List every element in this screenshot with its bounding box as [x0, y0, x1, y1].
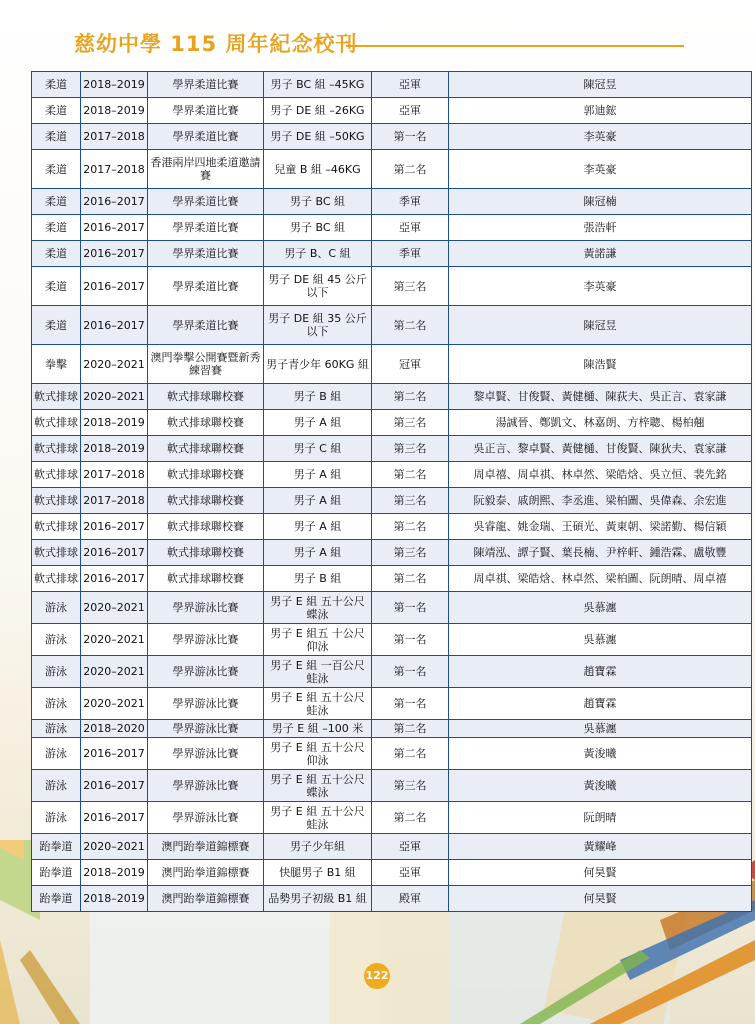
page-header — [0, 0, 755, 60]
row-competition: 學界柔道比賽 — [148, 267, 264, 306]
row-year: 2016–2017 — [81, 566, 148, 592]
row-sport: 拳擊 — [32, 345, 81, 384]
table-row — [32, 592, 752, 624]
row-sport: 跆拳道 — [32, 860, 81, 886]
table-row — [32, 124, 752, 150]
row-competition: 軟式排球聯校賽 — [148, 540, 264, 566]
row-year: 2018–2019 — [81, 72, 148, 98]
row-category: 男子 E 組 一百公尺蛙泳 — [264, 656, 372, 688]
row-names: 周卓禧、周卓祺、林卓然、梁皓焓、吳立恒、裴先銘 — [449, 462, 752, 488]
row-year: 2016–2017 — [81, 306, 148, 345]
row-names: 趙寶霖 — [449, 688, 752, 720]
row-sport: 游泳 — [32, 720, 81, 738]
row-category: 男子 BC 組 — [264, 215, 372, 241]
row-competition: 學界游泳比賽 — [148, 770, 264, 802]
row-category: 男子 B、C 組 — [264, 241, 372, 267]
row-year: 2018–2019 — [81, 886, 148, 912]
row-sport: 柔道 — [32, 98, 81, 124]
row-sport: 柔道 — [32, 267, 81, 306]
table-row — [32, 688, 752, 720]
row-category: 快腿男子 B1 組 — [264, 860, 372, 886]
row-year: 2016–2017 — [81, 215, 148, 241]
row-year: 2016–2017 — [81, 802, 148, 834]
row-sport: 游泳 — [32, 688, 81, 720]
row-names: 吳慕瀍 — [449, 592, 752, 624]
table-row — [32, 656, 752, 688]
row-competition: 學界柔道比賽 — [148, 72, 264, 98]
title-rule — [346, 45, 684, 47]
page-number: 122 — [364, 963, 390, 989]
row-category: 男子 A 組 — [264, 462, 372, 488]
row-year: 2016–2017 — [81, 267, 148, 306]
row-year: 2020–2021 — [81, 384, 148, 410]
row-category: 男子 A 組 — [264, 514, 372, 540]
row-competition: 澳門跆拳道錦標賽 — [148, 834, 264, 860]
row-competition: 學界柔道比賽 — [148, 215, 264, 241]
row-sport: 游泳 — [32, 656, 81, 688]
row-competition: 軟式排球聯校賽 — [148, 384, 264, 410]
table-row — [32, 770, 752, 802]
row-category: 男子 DE 組 35 公斤以下 — [264, 306, 372, 345]
row-competition: 澳門跆拳道錦標賽 — [148, 886, 264, 912]
row-names: 黃耀峰 — [449, 834, 752, 860]
row-place: 季軍 — [372, 189, 449, 215]
row-sport: 柔道 — [32, 150, 81, 189]
row-competition: 軟式排球聯校賽 — [148, 462, 264, 488]
row-category: 男子 E 組五 十公尺仰泳 — [264, 624, 372, 656]
row-names: 何昊賢 — [449, 860, 752, 886]
row-names: 吳睿龍、姚金瑞、王碩光、黃東朝、梁諾勤、楊信穎 — [449, 514, 752, 540]
row-sport: 跆拳道 — [32, 834, 81, 860]
row-names: 郭迪鋐 — [449, 98, 752, 124]
row-sport: 軟式排球 — [32, 540, 81, 566]
row-names: 李英豪 — [449, 150, 752, 189]
row-sport: 游泳 — [32, 738, 81, 770]
row-category: 男子 C 組 — [264, 436, 372, 462]
row-names: 張浩軒 — [449, 215, 752, 241]
row-place: 第三名 — [372, 488, 449, 514]
row-category: 男子 E 組 –100 米 — [264, 720, 372, 738]
row-sport: 游泳 — [32, 592, 81, 624]
row-competition: 學界游泳比賽 — [148, 688, 264, 720]
row-place: 第二名 — [372, 514, 449, 540]
table-row — [32, 886, 752, 912]
row-category: 男子 E 組 五十公尺蝶泳 — [264, 592, 372, 624]
awards-table — [31, 71, 752, 912]
row-place: 亞軍 — [372, 834, 449, 860]
row-competition: 澳門拳擊公開賽暨新秀練習賽 — [148, 345, 264, 384]
row-year: 2018–2019 — [81, 860, 148, 886]
row-category: 男子 BC 組 –45KG — [264, 72, 372, 98]
row-place: 亞軍 — [372, 72, 449, 98]
row-place: 亞軍 — [372, 860, 449, 886]
row-names: 湯誠晉、鄭凱文、林嘉朗、方梓聰、楊柏翹 — [449, 410, 752, 436]
row-names: 吳慕瀍 — [449, 720, 752, 738]
row-year: 2020–2021 — [81, 345, 148, 384]
row-category: 男子 B 組 — [264, 384, 372, 410]
table-row — [32, 860, 752, 886]
row-names: 吳慕瀍 — [449, 624, 752, 656]
row-year: 2016–2017 — [81, 241, 148, 267]
row-year: 2018–2019 — [81, 410, 148, 436]
row-category: 男子青少年 60KG 組 — [264, 345, 372, 384]
row-year: 2017–2018 — [81, 150, 148, 189]
row-names: 李英豪 — [449, 124, 752, 150]
row-place: 第二名 — [372, 306, 449, 345]
row-competition: 軟式排球聯校賽 — [148, 566, 264, 592]
row-competition: 學界游泳比賽 — [148, 624, 264, 656]
row-category: 兒童 B 組 –46KG — [264, 150, 372, 189]
row-year: 2017–2018 — [81, 488, 148, 514]
row-year: 2018–2019 — [81, 98, 148, 124]
row-category: 男子少年組 — [264, 834, 372, 860]
row-names: 陳冠昱 — [449, 72, 752, 98]
row-competition: 澳門跆拳道錦標賽 — [148, 860, 264, 886]
row-names: 陳冠楠 — [449, 189, 752, 215]
row-category: 男子 B 組 — [264, 566, 372, 592]
table-row — [32, 720, 752, 738]
row-competition: 香港兩岸四地柔道邀請賽 — [148, 150, 264, 189]
row-year: 2020–2021 — [81, 624, 148, 656]
row-names: 趙寶霖 — [449, 656, 752, 688]
row-category: 男子 A 組 — [264, 410, 372, 436]
row-category: 男子 A 組 — [264, 540, 372, 566]
row-category: 男子 E 組 五十公尺蛙泳 — [264, 688, 372, 720]
row-place: 第一名 — [372, 624, 449, 656]
table-row — [32, 802, 752, 834]
row-category: 男子 A 組 — [264, 488, 372, 514]
row-year: 2016–2017 — [81, 189, 148, 215]
row-names: 阮毅泰、戚朗熙、李丞進、梁柏圖、吳偉森、余宏進 — [449, 488, 752, 514]
row-year: 2017–2018 — [81, 124, 148, 150]
row-competition: 軟式排球聯校賽 — [148, 410, 264, 436]
row-competition: 學界游泳比賽 — [148, 656, 264, 688]
table-row — [32, 834, 752, 860]
table-row — [32, 624, 752, 656]
row-sport: 游泳 — [32, 770, 81, 802]
row-place: 第一名 — [372, 656, 449, 688]
row-sport: 柔道 — [32, 306, 81, 345]
row-year: 2018–2020 — [81, 720, 148, 738]
table-row — [32, 384, 752, 410]
table-row — [32, 488, 752, 514]
row-year: 2016–2017 — [81, 540, 148, 566]
row-competition: 軟式排球聯校賽 — [148, 488, 264, 514]
row-place: 第二名 — [372, 566, 449, 592]
row-sport: 柔道 — [32, 215, 81, 241]
row-sport: 柔道 — [32, 189, 81, 215]
row-sport: 柔道 — [32, 241, 81, 267]
table-row — [32, 345, 752, 384]
row-year: 2018–2019 — [81, 436, 148, 462]
table-row — [32, 306, 752, 345]
row-competition: 學界柔道比賽 — [148, 241, 264, 267]
page-title: 慈幼中學 115 周年紀念校刊 — [74, 32, 358, 56]
row-names: 黃浚曦 — [449, 738, 752, 770]
row-place: 第一名 — [372, 592, 449, 624]
row-sport: 柔道 — [32, 72, 81, 98]
row-names: 周卓祺、梁皓焓、林卓然、梁柏圖、阮朗晴、周卓禧 — [449, 566, 752, 592]
row-competition: 學界游泳比賽 — [148, 592, 264, 624]
table-row — [32, 436, 752, 462]
row-place: 第二名 — [372, 150, 449, 189]
row-names: 黃諾謙 — [449, 241, 752, 267]
row-names: 阮朗晴 — [449, 802, 752, 834]
row-year: 2016–2017 — [81, 770, 148, 802]
table-row — [32, 514, 752, 540]
row-category: 男子 E 組 五十公尺蛙泳 — [264, 802, 372, 834]
table-row — [32, 241, 752, 267]
row-sport: 軟式排球 — [32, 384, 81, 410]
row-place: 亞軍 — [372, 215, 449, 241]
row-place: 第二名 — [372, 462, 449, 488]
row-place: 第二名 — [372, 802, 449, 834]
row-place: 第三名 — [372, 770, 449, 802]
row-place: 第一名 — [372, 688, 449, 720]
row-names: 黃浚曦 — [449, 770, 752, 802]
row-place: 第三名 — [372, 436, 449, 462]
row-place: 殿軍 — [372, 886, 449, 912]
row-year: 2017–2018 — [81, 462, 148, 488]
row-place: 第二名 — [372, 384, 449, 410]
table-row — [32, 215, 752, 241]
row-category: 男子 E 組 五十公尺蝶泳 — [264, 770, 372, 802]
row-place: 季軍 — [372, 241, 449, 267]
row-competition: 軟式排球聯校賽 — [148, 514, 264, 540]
table-row — [32, 566, 752, 592]
row-sport: 軟式排球 — [32, 514, 81, 540]
row-year: 2020–2021 — [81, 834, 148, 860]
table-row — [32, 189, 752, 215]
row-place: 第二名 — [372, 738, 449, 770]
row-year: 2020–2021 — [81, 656, 148, 688]
row-names: 何昊賢 — [449, 886, 752, 912]
row-sport: 軟式排球 — [32, 436, 81, 462]
row-sport: 軟式排球 — [32, 462, 81, 488]
row-category: 男子 DE 組 45 公斤以下 — [264, 267, 372, 306]
row-competition: 學界游泳比賽 — [148, 802, 264, 834]
awards-table-body — [32, 72, 752, 912]
row-competition: 學界柔道比賽 — [148, 98, 264, 124]
row-place: 第一名 — [372, 124, 449, 150]
row-category: 男子 E 組 五十公尺仰泳 — [264, 738, 372, 770]
row-names: 陳靖泓、譚子賢、葉長楠、尹梓軒、鍾浩霖、盧敬豐 — [449, 540, 752, 566]
row-sport: 游泳 — [32, 624, 81, 656]
row-year: 2016–2017 — [81, 514, 148, 540]
row-competition: 學界柔道比賽 — [148, 124, 264, 150]
row-competition: 學界柔道比賽 — [148, 189, 264, 215]
row-place: 冠軍 — [372, 345, 449, 384]
row-place: 第三名 — [372, 540, 449, 566]
row-place: 第三名 — [372, 267, 449, 306]
row-year: 2020–2021 — [81, 592, 148, 624]
row-competition: 學界游泳比賽 — [148, 738, 264, 770]
row-sport: 柔道 — [32, 124, 81, 150]
row-category: 男子 DE 組 –26KG — [264, 98, 372, 124]
row-competition: 軟式排球聯校賽 — [148, 436, 264, 462]
row-category: 品勢男子初級 B1 組 — [264, 886, 372, 912]
row-sport: 跆拳道 — [32, 886, 81, 912]
row-competition: 學界柔道比賽 — [148, 306, 264, 345]
table-row — [32, 72, 752, 98]
table-row — [32, 738, 752, 770]
row-names: 陳冠昱 — [449, 306, 752, 345]
row-year: 2020–2021 — [81, 688, 148, 720]
row-place: 第三名 — [372, 410, 449, 436]
row-sport: 軟式排球 — [32, 410, 81, 436]
table-row — [32, 462, 752, 488]
table-row — [32, 98, 752, 124]
row-year: 2016–2017 — [81, 738, 148, 770]
table-row — [32, 267, 752, 306]
row-names: 黎卓賢、甘俊賢、黃健樋、陳荻夫、吳正言、袁家謙 — [449, 384, 752, 410]
row-competition: 學界游泳比賽 — [148, 720, 264, 738]
row-sport: 軟式排球 — [32, 566, 81, 592]
row-sport: 軟式排球 — [32, 488, 81, 514]
row-place: 第二名 — [372, 720, 449, 738]
row-names: 吳正言、黎卓賢、黃健樋、甘俊賢、陳狄夫、袁家謙 — [449, 436, 752, 462]
row-place: 亞軍 — [372, 98, 449, 124]
row-category: 男子 BC 組 — [264, 189, 372, 215]
row-names: 李英豪 — [449, 267, 752, 306]
table-row — [32, 410, 752, 436]
table-row — [32, 150, 752, 189]
row-category: 男子 DE 組 –50KG — [264, 124, 372, 150]
table-row — [32, 540, 752, 566]
row-names: 陳浩賢 — [449, 345, 752, 384]
row-sport: 游泳 — [32, 802, 81, 834]
